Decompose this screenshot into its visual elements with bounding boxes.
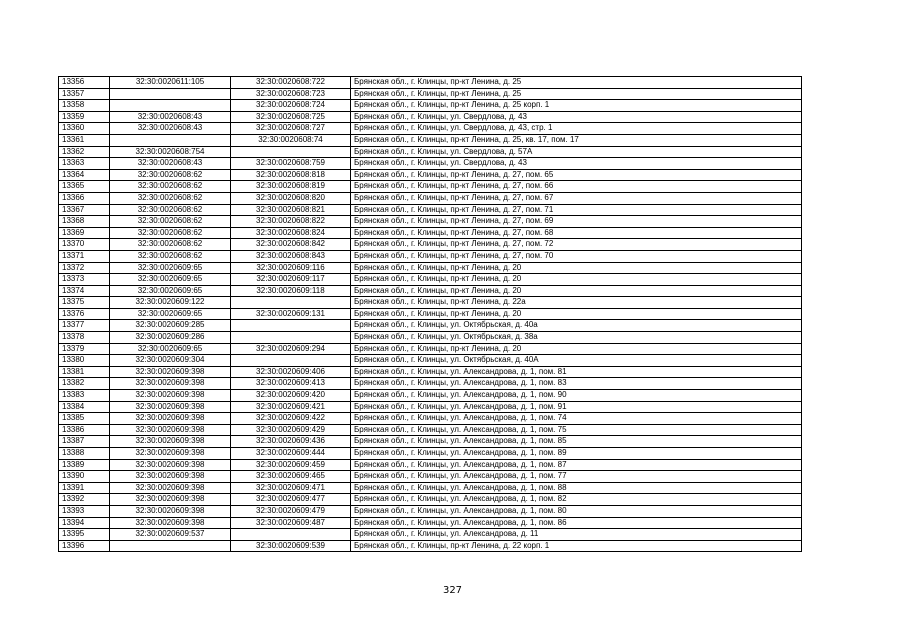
address-cell: Брянская обл., г. Клинцы, ул. Свердлова, д. 43, стр. 1 <box>351 123 802 135</box>
cadastral-number-cell: 32:30:0020609:444 <box>231 448 351 460</box>
address-cell: Брянская обл., г. Клинцы, пр-кт Ленина, д. 27, пом. 66 <box>351 181 802 193</box>
address-cell: Брянская обл., г. Клинцы, ул. Александрова, д. 1, пом. 91 <box>351 401 802 413</box>
row-number-cell: 13367 <box>59 204 110 216</box>
cadastral-number-cell <box>231 355 351 367</box>
table-row <box>59 424 802 436</box>
address-cell: Брянская обл., г. Клинцы, пр-кт Ленина, д. 27, пом. 71 <box>351 204 802 216</box>
cadastral-number-cell: 32:30:0020609:471 <box>231 482 351 494</box>
address-cell: Брянская обл., г. Клинцы, ул. Октябрьская, д. 40А <box>351 355 802 367</box>
address-cell: Брянская обл., г. Клинцы, пр-кт Ленина, д. 27, пом. 65 <box>351 169 802 181</box>
cadastral-number-cell: 32:30:0020609:477 <box>231 494 351 506</box>
address-cell: Брянская обл., г. Клинцы, пр-кт Ленина, д. 20 <box>351 262 802 274</box>
row-number-cell: 13375 <box>59 297 110 309</box>
table-row <box>59 459 802 471</box>
cadastral-number-cell <box>231 297 351 309</box>
parent-cadastral-number-cell: 32:30:0020608:62 <box>110 216 231 228</box>
row-number-cell: 13384 <box>59 401 110 413</box>
row-number-cell: 13395 <box>59 529 110 541</box>
cadastral-number-cell: 32:30:0020609:465 <box>231 471 351 483</box>
row-number-cell: 13390 <box>59 471 110 483</box>
row-number-cell: 13365 <box>59 181 110 193</box>
parent-cadastral-number-cell: 32:30:0020609:65 <box>110 285 231 297</box>
cadastral-number-cell <box>231 320 351 332</box>
table-row <box>59 517 802 529</box>
table-row <box>59 343 802 355</box>
cadastral-number-cell: 32:30:0020609:436 <box>231 436 351 448</box>
parent-cadastral-number-cell: 32:30:0020609:398 <box>110 413 231 425</box>
table-row <box>59 436 802 448</box>
row-number-cell: 13389 <box>59 459 110 471</box>
row-number-cell: 13370 <box>59 239 110 251</box>
address-cell: Брянская обл., г. Клинцы, ул. Александрова, д. 1, пом. 87 <box>351 459 802 471</box>
parent-cadastral-number-cell: 32:30:0020609:398 <box>110 436 231 448</box>
parent-cadastral-number-cell: 32:30:0020608:62 <box>110 204 231 216</box>
row-number-cell: 13380 <box>59 355 110 367</box>
row-number-cell: 13385 <box>59 413 110 425</box>
row-number-cell: 13383 <box>59 390 110 402</box>
parent-cadastral-number-cell <box>110 88 231 100</box>
parent-cadastral-number-cell: 32:30:0020609:398 <box>110 390 231 402</box>
address-cell: Брянская обл., г. Клинцы, пр-кт Ленина, д. 27, пом. 70 <box>351 250 802 262</box>
address-cell: Брянская обл., г. Клинцы, ул. Александрова, д. 1, пом. 88 <box>351 482 802 494</box>
parent-cadastral-number-cell: 32:30:0020609:65 <box>110 274 231 286</box>
cadastral-number-cell: 32:30:0020608:723 <box>231 88 351 100</box>
parent-cadastral-number-cell: 32:30:0020609:286 <box>110 332 231 344</box>
row-number-cell: 13378 <box>59 332 110 344</box>
address-cell: Брянская обл., г. Клинцы, ул. Александрова, д. 11 <box>351 529 802 541</box>
table-row <box>59 262 802 274</box>
address-cell: Брянская обл., г. Клинцы, ул. Александрова, д. 1, пом. 83 <box>351 378 802 390</box>
address-cell: Брянская обл., г. Клинцы, ул. Александрова, д. 1, пом. 80 <box>351 505 802 517</box>
row-number-cell: 13357 <box>59 88 110 100</box>
cadastral-number-cell <box>231 332 351 344</box>
cadastral-number-cell: 32:30:0020608:819 <box>231 181 351 193</box>
parent-cadastral-number-cell: 32:30:0020609:537 <box>110 529 231 541</box>
address-cell: Брянская обл., г. Клинцы, пр-кт Ленина, д. 22 корп. 1 <box>351 540 802 552</box>
table-row <box>59 100 802 112</box>
row-number-cell: 13388 <box>59 448 110 460</box>
table-row <box>59 355 802 367</box>
row-number-cell: 13386 <box>59 424 110 436</box>
row-number-cell: 13363 <box>59 158 110 170</box>
table-row <box>59 320 802 332</box>
row-number-cell: 13387 <box>59 436 110 448</box>
table-row <box>59 413 802 425</box>
address-cell: Брянская обл., г. Клинцы, ул. Александрова, д. 1, пом. 74 <box>351 413 802 425</box>
table-row <box>59 390 802 402</box>
row-number-cell: 13376 <box>59 308 110 320</box>
cadastral-number-cell <box>231 146 351 158</box>
cadastral-number-cell: 32:30:0020608:74 <box>231 134 351 146</box>
cadastral-number-cell: 32:30:0020609:406 <box>231 366 351 378</box>
table-row <box>59 529 802 541</box>
row-number-cell: 13366 <box>59 192 110 204</box>
row-number-cell: 13392 <box>59 494 110 506</box>
parent-cadastral-number-cell: 32:30:0020609:398 <box>110 424 231 436</box>
address-cell: Брянская обл., г. Клинцы, ул. Свердлова, д. 57А <box>351 146 802 158</box>
parent-cadastral-number-cell: 32:30:0020609:398 <box>110 378 231 390</box>
table-row <box>59 77 802 89</box>
parent-cadastral-number-cell: 32:30:0020609:65 <box>110 308 231 320</box>
address-cell: Брянская обл., г. Клинцы, пр-кт Ленина, д. 22а <box>351 297 802 309</box>
parent-cadastral-number-cell: 32:30:0020608:43 <box>110 158 231 170</box>
parent-cadastral-number-cell: 32:30:0020611:105 <box>110 77 231 89</box>
cadastral-number-cell: 32:30:0020608:843 <box>231 250 351 262</box>
row-number-cell: 13368 <box>59 216 110 228</box>
table-row <box>59 448 802 460</box>
parent-cadastral-number-cell: 32:30:0020609:398 <box>110 366 231 378</box>
cadastral-number-cell: 32:30:0020608:727 <box>231 123 351 135</box>
registry-table <box>58 76 802 552</box>
address-cell: Брянская обл., г. Клинцы, ул. Александрова, д. 1, пом. 90 <box>351 390 802 402</box>
parent-cadastral-number-cell: 32:30:0020609:285 <box>110 320 231 332</box>
cadastral-number-cell: 32:30:0020609:487 <box>231 517 351 529</box>
address-cell: Брянская обл., г. Клинцы, ул. Октябрьская, д. 38а <box>351 332 802 344</box>
cadastral-number-cell: 32:30:0020609:420 <box>231 390 351 402</box>
address-cell: Брянская обл., г. Клинцы, ул. Свердлова, д. 43 <box>351 111 802 123</box>
parent-cadastral-number-cell: 32:30:0020608:62 <box>110 239 231 251</box>
page-number: 327 <box>442 585 463 596</box>
cadastral-number-cell: 32:30:0020609:539 <box>231 540 351 552</box>
address-cell: Брянская обл., г. Клинцы, пр-кт Ленина, д. 20 <box>351 285 802 297</box>
row-number-cell: 13360 <box>59 123 110 135</box>
cadastral-number-cell: 32:30:0020609:117 <box>231 274 351 286</box>
table-row <box>59 401 802 413</box>
table-row <box>59 227 802 239</box>
address-cell: Брянская обл., г. Клинцы, пр-кт Ленина, д. 27, пом. 68 <box>351 227 802 239</box>
parent-cadastral-number-cell: 32:30:0020608:62 <box>110 169 231 181</box>
parent-cadastral-number-cell: 32:30:0020609:398 <box>110 517 231 529</box>
row-number-cell: 13361 <box>59 134 110 146</box>
address-cell: Брянская обл., г. Клинцы, ул. Александрова, д. 1, пом. 89 <box>351 448 802 460</box>
cadastral-number-cell: 32:30:0020608:822 <box>231 216 351 228</box>
parent-cadastral-number-cell: 32:30:0020608:62 <box>110 181 231 193</box>
cadastral-number-cell: 32:30:0020609:116 <box>231 262 351 274</box>
table-row <box>59 181 802 193</box>
address-cell: Брянская обл., г. Клинцы, пр-кт Ленина, д. 25, кв. 17, пом. 17 <box>351 134 802 146</box>
address-cell: Брянская обл., г. Клинцы, пр-кт Ленина, д. 27, пом. 67 <box>351 192 802 204</box>
parent-cadastral-number-cell: 32:30:0020609:398 <box>110 401 231 413</box>
address-cell: Брянская обл., г. Клинцы, пр-кт Ленина, д. 25 <box>351 77 802 89</box>
cadastral-number-cell: 32:30:0020608:722 <box>231 77 351 89</box>
parent-cadastral-number-cell <box>110 100 231 112</box>
parent-cadastral-number-cell: 32:30:0020608:62 <box>110 192 231 204</box>
parent-cadastral-number-cell: 32:30:0020609:398 <box>110 505 231 517</box>
parent-cadastral-number-cell: 32:30:0020609:398 <box>110 448 231 460</box>
address-cell: Брянская обл., г. Клинцы, ул. Александрова, д. 1, пом. 85 <box>351 436 802 448</box>
table-row <box>59 111 802 123</box>
row-number-cell: 13359 <box>59 111 110 123</box>
parent-cadastral-number-cell: 32:30:0020609:398 <box>110 482 231 494</box>
parent-cadastral-number-cell: 32:30:0020609:122 <box>110 297 231 309</box>
row-number-cell: 13382 <box>59 378 110 390</box>
cadastral-number-cell: 32:30:0020608:724 <box>231 100 351 112</box>
parent-cadastral-number-cell: 32:30:0020608:62 <box>110 250 231 262</box>
cadastral-number-cell: 32:30:0020609:429 <box>231 424 351 436</box>
row-number-cell: 13372 <box>59 262 110 274</box>
address-cell: Брянская обл., г. Клинцы, пр-кт Ленина, д. 27, пом. 69 <box>351 216 802 228</box>
parent-cadastral-number-cell: 32:30:0020609:398 <box>110 494 231 506</box>
row-number-cell: 13381 <box>59 366 110 378</box>
cadastral-number-cell: 32:30:0020609:118 <box>231 285 351 297</box>
row-number-cell: 13374 <box>59 285 110 297</box>
table-row <box>59 494 802 506</box>
table-row <box>59 285 802 297</box>
cadastral-number-cell: 32:30:0020608:759 <box>231 158 351 170</box>
registry-table-body <box>59 77 802 552</box>
cadastral-number-cell <box>231 529 351 541</box>
parent-cadastral-number-cell: 32:30:0020609:65 <box>110 343 231 355</box>
parent-cadastral-number-cell: 32:30:0020608:62 <box>110 227 231 239</box>
parent-cadastral-number-cell: 32:30:0020609:398 <box>110 459 231 471</box>
table-row <box>59 366 802 378</box>
table-row <box>59 239 802 251</box>
row-number-cell: 13358 <box>59 100 110 112</box>
parent-cadastral-number-cell: 32:30:0020609:398 <box>110 471 231 483</box>
parent-cadastral-number-cell: 32:30:0020608:43 <box>110 123 231 135</box>
address-cell: Брянская обл., г. Клинцы, пр-кт Ленина, д. 27, пом. 72 <box>351 239 802 251</box>
cadastral-number-cell: 32:30:0020609:479 <box>231 505 351 517</box>
row-number-cell: 13394 <box>59 517 110 529</box>
address-cell: Брянская обл., г. Клинцы, пр-кт Ленина, д. 25 корп. 1 <box>351 100 802 112</box>
address-cell: Брянская обл., г. Клинцы, ул. Свердлова, д. 43 <box>351 158 802 170</box>
row-number-cell: 13356 <box>59 77 110 89</box>
table-row <box>59 482 802 494</box>
parent-cadastral-number-cell: 32:30:0020608:43 <box>110 111 231 123</box>
table-row <box>59 216 802 228</box>
table-row <box>59 146 802 158</box>
row-number-cell: 13371 <box>59 250 110 262</box>
parent-cadastral-number-cell <box>110 540 231 552</box>
address-cell: Брянская обл., г. Клинцы, пр-кт Ленина, д. 20 <box>351 343 802 355</box>
cadastral-number-cell: 32:30:0020609:422 <box>231 413 351 425</box>
parent-cadastral-number-cell <box>110 134 231 146</box>
row-number-cell: 13373 <box>59 274 110 286</box>
cadastral-number-cell: 32:30:0020609:131 <box>231 308 351 320</box>
address-cell: Брянская обл., г. Клинцы, ул. Александрова, д. 1, пом. 82 <box>351 494 802 506</box>
table-row <box>59 471 802 483</box>
row-number-cell: 13391 <box>59 482 110 494</box>
table-row <box>59 297 802 309</box>
table-row <box>59 158 802 170</box>
address-cell: Брянская обл., г. Клинцы, ул. Александрова, д. 1, пом. 75 <box>351 424 802 436</box>
parent-cadastral-number-cell: 32:30:0020609:304 <box>110 355 231 367</box>
cadastral-number-cell: 32:30:0020609:413 <box>231 378 351 390</box>
table-row <box>59 308 802 320</box>
address-cell: Брянская обл., г. Клинцы, ул. Александрова, д. 1, пом. 86 <box>351 517 802 529</box>
table-row <box>59 123 802 135</box>
row-number-cell: 13396 <box>59 540 110 552</box>
cadastral-number-cell: 32:30:0020608:820 <box>231 192 351 204</box>
cadastral-number-cell: 32:30:0020609:421 <box>231 401 351 413</box>
address-cell: Брянская обл., г. Клинцы, пр-кт Ленина, д. 20 <box>351 274 802 286</box>
cadastral-number-cell: 32:30:0020608:821 <box>231 204 351 216</box>
table-row <box>59 134 802 146</box>
row-number-cell: 13362 <box>59 146 110 158</box>
table-row <box>59 250 802 262</box>
cadastral-number-cell: 32:30:0020608:842 <box>231 239 351 251</box>
address-cell: Брянская обл., г. Клинцы, ул. Александрова, д. 1, пом. 77 <box>351 471 802 483</box>
table-row <box>59 540 802 552</box>
cadastral-number-cell: 32:30:0020609:294 <box>231 343 351 355</box>
table-row <box>59 332 802 344</box>
parent-cadastral-number-cell: 32:30:0020608:754 <box>110 146 231 158</box>
parent-cadastral-number-cell: 32:30:0020609:65 <box>110 262 231 274</box>
address-cell: Брянская обл., г. Клинцы, ул. Октябрьская, д. 40а <box>351 320 802 332</box>
cadastral-number-cell: 32:30:0020608:818 <box>231 169 351 181</box>
table-row <box>59 88 802 100</box>
table-row <box>59 204 802 216</box>
row-number-cell: 13364 <box>59 169 110 181</box>
cadastral-number-cell: 32:30:0020608:725 <box>231 111 351 123</box>
table-row <box>59 274 802 286</box>
table-row <box>59 192 802 204</box>
table-row <box>59 378 802 390</box>
cadastral-number-cell: 32:30:0020609:459 <box>231 459 351 471</box>
table-row <box>59 169 802 181</box>
row-number-cell: 13379 <box>59 343 110 355</box>
table-row <box>59 505 802 517</box>
address-cell: Брянская обл., г. Клинцы, ул. Александрова, д. 1, пом. 81 <box>351 366 802 378</box>
row-number-cell: 13377 <box>59 320 110 332</box>
address-cell: Брянская обл., г. Клинцы, пр-кт Ленина, д. 25 <box>351 88 802 100</box>
cadastral-number-cell: 32:30:0020608:824 <box>231 227 351 239</box>
row-number-cell: 13393 <box>59 505 110 517</box>
row-number-cell: 13369 <box>59 227 110 239</box>
address-cell: Брянская обл., г. Клинцы, пр-кт Ленина, д. 20 <box>351 308 802 320</box>
